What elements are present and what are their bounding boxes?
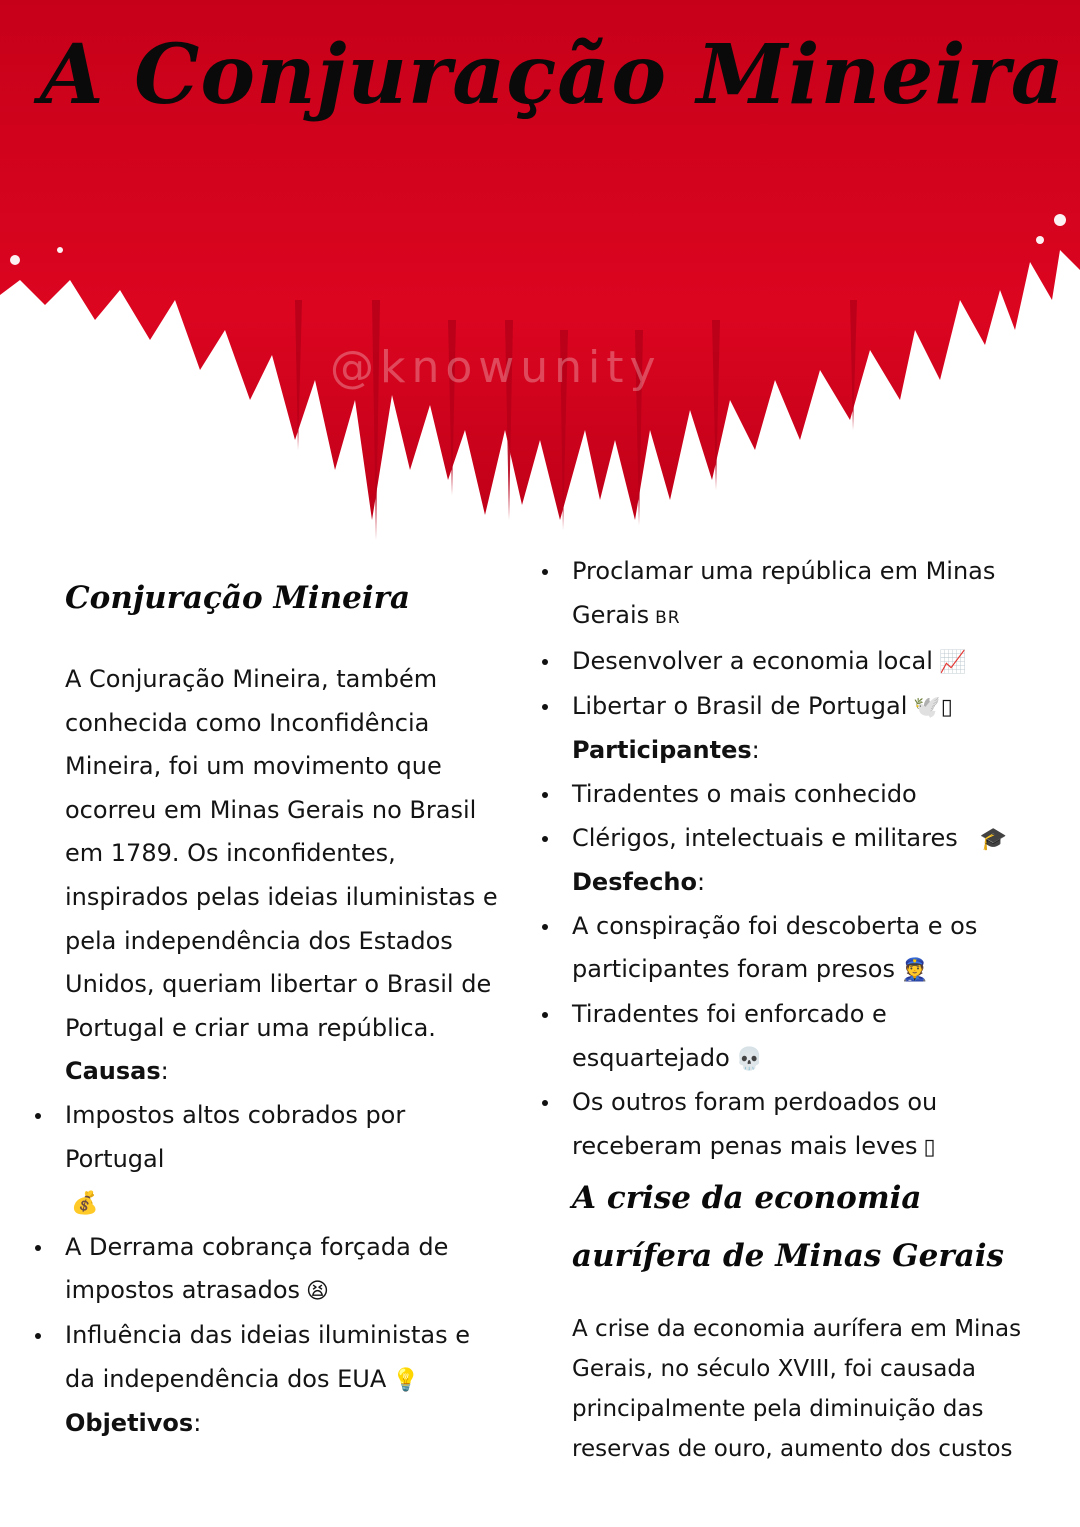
desfecho-label: Desfecho: bbox=[572, 868, 706, 897]
list-item: Clérigos, intelectuais e militares 🎓 bbox=[572, 817, 1042, 862]
skull-icon: 💀 bbox=[735, 1046, 764, 1072]
placeholder-glyph-icon: ▯ bbox=[923, 1134, 936, 1160]
list-item: Impostos altos cobrados por Portugal 💰 bbox=[65, 1094, 505, 1226]
brazil-flag-icon: BR bbox=[655, 607, 681, 628]
list-item: Proclamar uma república em Minas Gerais BR bbox=[572, 550, 1042, 640]
left-column bbox=[65, 568, 505, 1446]
participantes-label: Participantes: bbox=[572, 736, 760, 765]
crise-paragraph: A crise da economia aurífera em Minas Gerais, no século XVIII, foi causada principalmente pela diminuição das reservas de ouro, aumento dos custos bbox=[572, 1316, 1022, 1463]
list-item: A conspiração foi descoberta e os participantes foram presos 👮 bbox=[572, 905, 1042, 993]
dove-icon: 🕊️▯ bbox=[913, 694, 953, 720]
watermark: @knowunity bbox=[330, 342, 662, 393]
causas-list bbox=[65, 1094, 505, 1402]
section-heading-crise: A crise da economia aurífera de Minas Gerais bbox=[572, 1180, 1005, 1275]
money-bag-icon: 💰 bbox=[71, 1191, 99, 1217]
chart-increasing-icon: 📈 bbox=[938, 650, 967, 676]
section-heading-conjuracao: Conjuração Mineira bbox=[65, 580, 411, 616]
objetivos-label: Objetivos: bbox=[65, 1409, 202, 1438]
right-column bbox=[572, 550, 1042, 1469]
list-item: Tiradentes foi enforcado e esquartejado 💀 bbox=[572, 993, 1042, 1081]
desfecho-list bbox=[572, 905, 1042, 1170]
participantes-list bbox=[572, 773, 1042, 861]
list-item: Influência das ideias iluministas e da independência dos EUA 💡 bbox=[65, 1314, 505, 1402]
list-item: Os outros foram perdoados ou receberam penas mais leves ▯ bbox=[572, 1081, 1042, 1169]
objetivos-list bbox=[572, 550, 1042, 729]
tired-face-icon: 😫 bbox=[306, 1279, 329, 1305]
causas-label: Causas: bbox=[65, 1057, 169, 1086]
list-item: Desenvolver a economia local 📈 bbox=[572, 640, 1042, 685]
page-title: A Conjuração Mineira bbox=[40, 27, 1065, 123]
police-officer-icon: 👮 bbox=[900, 958, 929, 984]
list-item: Tiradentes o mais conhecido bbox=[572, 773, 1042, 817]
list-item: Libertar o Brasil de Portugal 🕊️▯ bbox=[572, 685, 1042, 730]
list-item: A Derrama cobrança forçada de impostos atrasados 😫 bbox=[65, 1226, 505, 1314]
graduation-cap-icon: 🎓 bbox=[979, 826, 1008, 852]
intro-paragraph: A Conjuração Mineira, também conhecida como Inconfidência Mineira, foi um movimento que ocorreu em Minas Gerais no Brasil em 1789. Os inconfidentes, inspirados pelas ideias iluministas e pela independência dos Estados Unidos, queriam libertar o Brasil de Portugal e criar uma república. bbox=[65, 665, 498, 1042]
lightbulb-icon: 💡 bbox=[392, 1367, 420, 1393]
